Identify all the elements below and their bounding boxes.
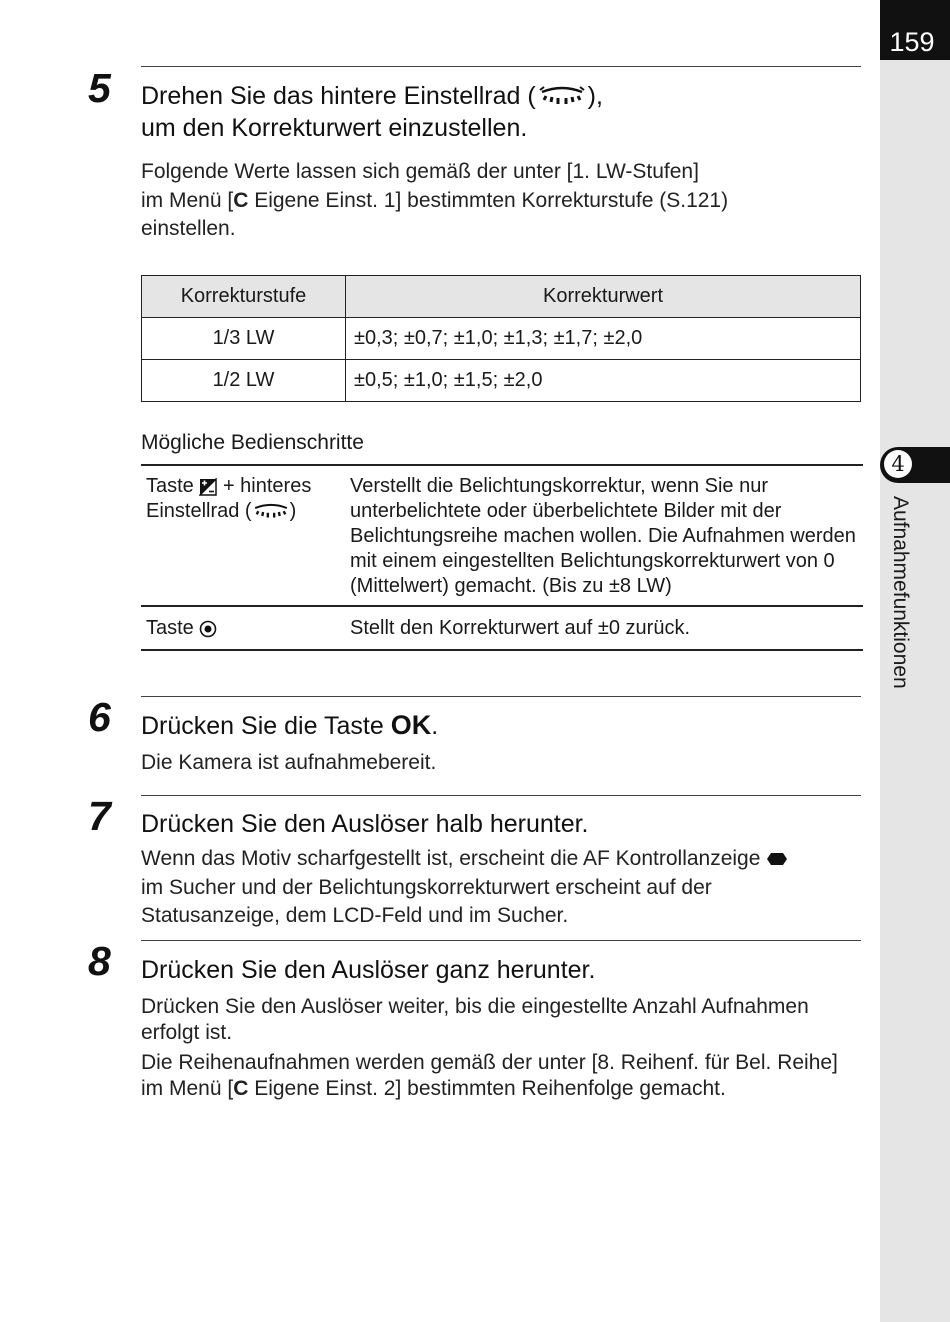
step-5-title	[141, 80, 603, 144]
table-cell: 1/3 LW	[142, 318, 346, 360]
table-header: Korrekturstufe	[142, 276, 346, 318]
table-cell: 1/2 LW	[142, 360, 346, 402]
step-5-title-line-2: um den Korrekturwert einzustellen.	[141, 114, 528, 142]
step-6-body: Die Kamera ist aufnahmebereit.	[141, 751, 437, 774]
step-5-body-text-a: im Menü [	[141, 188, 234, 212]
operation-key-text: + hinteres	[222, 475, 312, 497]
step-6-title-text: Drücken Sie die Taste	[141, 712, 384, 740]
step-5-body-line-3: einstellen.	[141, 217, 236, 240]
step-7-body	[141, 845, 866, 931]
step-8-paragraph-2	[141, 1050, 863, 1102]
custom-menu-c-icon: C	[233, 188, 249, 212]
step-6-rule	[141, 696, 861, 697]
step-7-body-line-2: im Sucher und der Belichtungskorrekturwert erscheint auf der	[141, 875, 712, 899]
step-7-number: 7	[88, 793, 110, 839]
rear-dial-icon	[252, 503, 290, 521]
step-5-body-text-b: Eigene Einst. 1] bestimmten Korrekturstufe (S.121)	[248, 188, 729, 212]
step-5-body-line-1: Folgende Werte lassen sich gemäß der unter [1. LW-Stufen]	[141, 160, 699, 183]
operation-key-text: Taste	[146, 617, 194, 639]
step-5-title-text-b: ),	[587, 82, 603, 110]
step-5-body-line-2	[141, 187, 866, 216]
step-6-title-period: .	[431, 712, 439, 740]
step-5-title-text-a: Drehen Sie das hintere Einstellrad (	[141, 82, 536, 110]
correction-table	[141, 275, 861, 402]
chapter-title: Aufnahmefunktionen	[889, 496, 912, 689]
step-8-number: 8	[88, 938, 110, 984]
focus-indicator-icon	[766, 852, 788, 866]
step-8-text-a: Die Reihenaufnahmen werden gemäß der unter [8. Reihenf. für Bel. Reihe] im Menü [	[141, 1051, 838, 1100]
chapter-number: 4	[884, 450, 912, 478]
step-8-title: Drücken Sie den Auslöser ganz herunter.	[141, 956, 596, 984]
table-row	[141, 606, 863, 650]
operations-table	[141, 464, 863, 651]
step-7-body-line-1	[141, 845, 866, 874]
table-row	[142, 318, 861, 360]
step-5-body	[141, 158, 866, 244]
ok-button-icon: OK	[390, 710, 432, 740]
step-6-title	[141, 709, 438, 742]
step-8-body	[141, 994, 863, 1102]
step-5-rule	[141, 66, 861, 67]
operation-key	[141, 465, 345, 606]
table-cell: ±0,5; ±1,0; ±1,5; ±2,0	[346, 360, 861, 402]
operation-description: Stellt den Korrekturwert auf ±0 zurück.	[345, 606, 863, 650]
operation-key	[141, 606, 345, 650]
operation-key-text: Taste	[146, 475, 194, 497]
step-7-title: Drücken Sie den Auslöser halb herunter.	[141, 810, 589, 838]
rear-dial-icon	[538, 86, 586, 108]
step-8-rule	[141, 940, 861, 941]
table-cell: ±0,3; ±0,7; ±1,0; ±1,3; ±1,7; ±2,0	[346, 318, 861, 360]
table-header-row	[142, 276, 861, 318]
step-8-text-b: Eigene Einst. 2] bestimmten Reihenfolge gemacht.	[248, 1077, 726, 1100]
step-5-number: 5	[88, 65, 110, 111]
step-8-paragraph-1: Drücken Sie den Auslöser weiter, bis die eingestellte Anzahl Aufnahmen erfolgt ist.	[141, 995, 809, 1044]
table-header: Korrekturwert	[346, 276, 861, 318]
step-7-rule	[141, 795, 861, 796]
step-6-number: 6	[88, 694, 110, 740]
custom-menu-c-icon: C	[233, 1077, 249, 1100]
table-row	[141, 465, 863, 606]
step-7-body-text: Wenn das Motiv scharfgestellt ist, erscheint die AF Kontrollanzeige	[141, 847, 761, 870]
ae-lock-button-icon	[199, 620, 217, 638]
step-7-body-line-3: Statusanzeige, dem LCD-Feld und im Sucher.	[141, 904, 569, 927]
operation-key-text: Einstellrad (	[146, 500, 252, 522]
exposure-compensation-icon	[199, 478, 217, 496]
operation-description: Verstellt die Belichtungskorrektur, wenn Sie nur unterbelichtete oder überbelichtete Bilder mit der Belichtungsreihe machen wollen. Die Aufnahmen werden mit einem eingestellten Belichtungskorrekturwert von 0 (Mittelwert) gemacht. (Bis zu ±8 LW)	[345, 465, 863, 606]
table-row	[142, 360, 861, 402]
operations-title: Mögliche Bedienschritte	[141, 431, 364, 454]
page-number: 159	[889, 27, 935, 57]
operation-key-text: )	[289, 500, 297, 522]
